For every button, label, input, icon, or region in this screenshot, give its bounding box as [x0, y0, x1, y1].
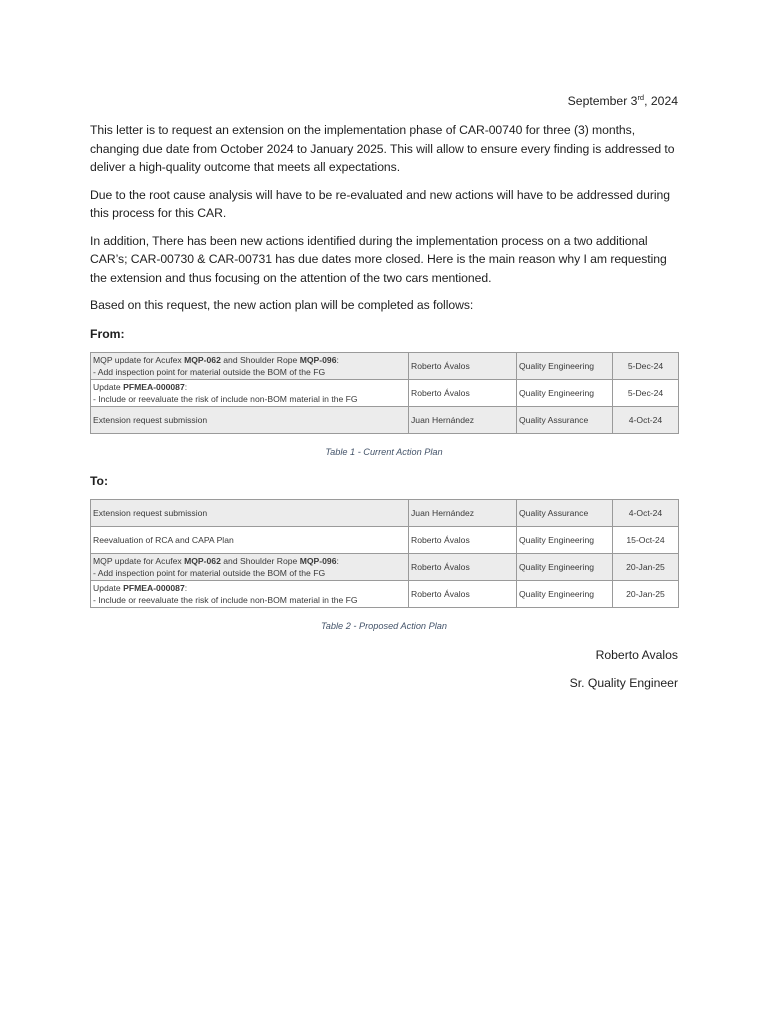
task-cell: MQP update for Acufex MQP-062 and Shoulder Rope MQP-096: - Add inspection point for material outside the BOM of the FG	[91, 553, 409, 580]
department-cell: Quality Assurance	[517, 499, 613, 526]
owner-cell: Juan Hernández	[409, 406, 517, 433]
paragraph-plan-intro: Based on this request, the new action plan will be completed as follows:	[90, 298, 474, 312]
paragraph-extension-request: This letter is to request an extension on the implementation phase of CAR-00740 for three (3) months, changing due date from October 2024 to January 2025. This will allow to ensure every finding is addressed to deliver a high-quality outcome that meets all expectations.	[90, 123, 675, 174]
owner-cell: Roberto Ávalos	[409, 352, 517, 379]
table-row	[91, 526, 679, 553]
letter-page	[90, 92, 678, 702]
task-cell: Update PFMEA-000087: - Include or reevaluate the risk of include non-BOM material in the FG	[91, 580, 409, 607]
owner-cell: Roberto Ávalos	[409, 580, 517, 607]
from-label: From:	[90, 326, 125, 341]
signature-title: Sr. Quality Engineer	[569, 675, 678, 690]
owner-cell: Roberto Ávalos	[409, 379, 517, 406]
task-cell: Update PFMEA-000087: - Include or reevaluate the risk of include non-BOM material in the FG	[91, 379, 409, 406]
owner-cell: Roberto Ávalos	[409, 553, 517, 580]
table-row	[91, 499, 679, 526]
table-row	[91, 553, 679, 580]
task-cell: Extension request submission	[91, 499, 409, 526]
due-date-cell: 20-Jan-25	[613, 580, 679, 607]
to-label: To:	[90, 473, 109, 488]
table-1-caption: Table 1 - Current Action Plan	[325, 446, 443, 457]
due-date-cell: 15-Oct-24	[613, 526, 679, 553]
due-date-cell: 4-Oct-24	[613, 406, 679, 433]
proposed-action-plan-table	[90, 499, 679, 608]
table-row	[91, 406, 679, 433]
due-date-cell: 5-Dec-24	[613, 379, 679, 406]
task-cell: Extension request submission	[91, 406, 409, 433]
task-cell: MQP update for Acufex MQP-062 and Shoulder Rope MQP-096: - Add inspection point for material outside the BOM of the FG	[91, 352, 409, 379]
department-cell: Quality Engineering	[517, 379, 613, 406]
department-cell: Quality Engineering	[517, 526, 613, 553]
table-row	[91, 580, 679, 607]
owner-cell: Roberto Ávalos	[409, 526, 517, 553]
table-row	[91, 379, 679, 406]
table-2-caption: Table 2 - Proposed Action Plan	[321, 620, 447, 631]
paragraph-rca-reevaluation: Due to the root cause analysis will have to be re-evaluated and new actions will have to be addressed during this process for this CAR.	[90, 187, 670, 220]
table-row	[91, 352, 679, 379]
paragraph-additional-cars: In addition, There has been new actions identified during the implementation process on a two additional CAR’s; CAR-00730 & CAR-00731 has due dates more closed. Here is the main reason why I am requesting the extension and thus focusing on the attention of the two cars mentioned.	[90, 233, 667, 285]
owner-cell: Juan Hernández	[409, 499, 517, 526]
department-cell: Quality Engineering	[517, 553, 613, 580]
due-date-cell: 20-Jan-25	[613, 553, 679, 580]
task-cell: Reevaluation of RCA and CAPA Plan	[91, 526, 409, 553]
department-cell: Quality Engineering	[517, 580, 613, 607]
signature-name: Roberto Avalos	[595, 647, 678, 662]
due-date-cell: 4-Oct-24	[613, 499, 679, 526]
current-action-plan-table	[90, 352, 679, 434]
letter-date: September 3rd, 2024	[567, 93, 678, 108]
department-cell: Quality Engineering	[517, 352, 613, 379]
department-cell: Quality Assurance	[517, 406, 613, 433]
due-date-cell: 5-Dec-24	[613, 352, 679, 379]
